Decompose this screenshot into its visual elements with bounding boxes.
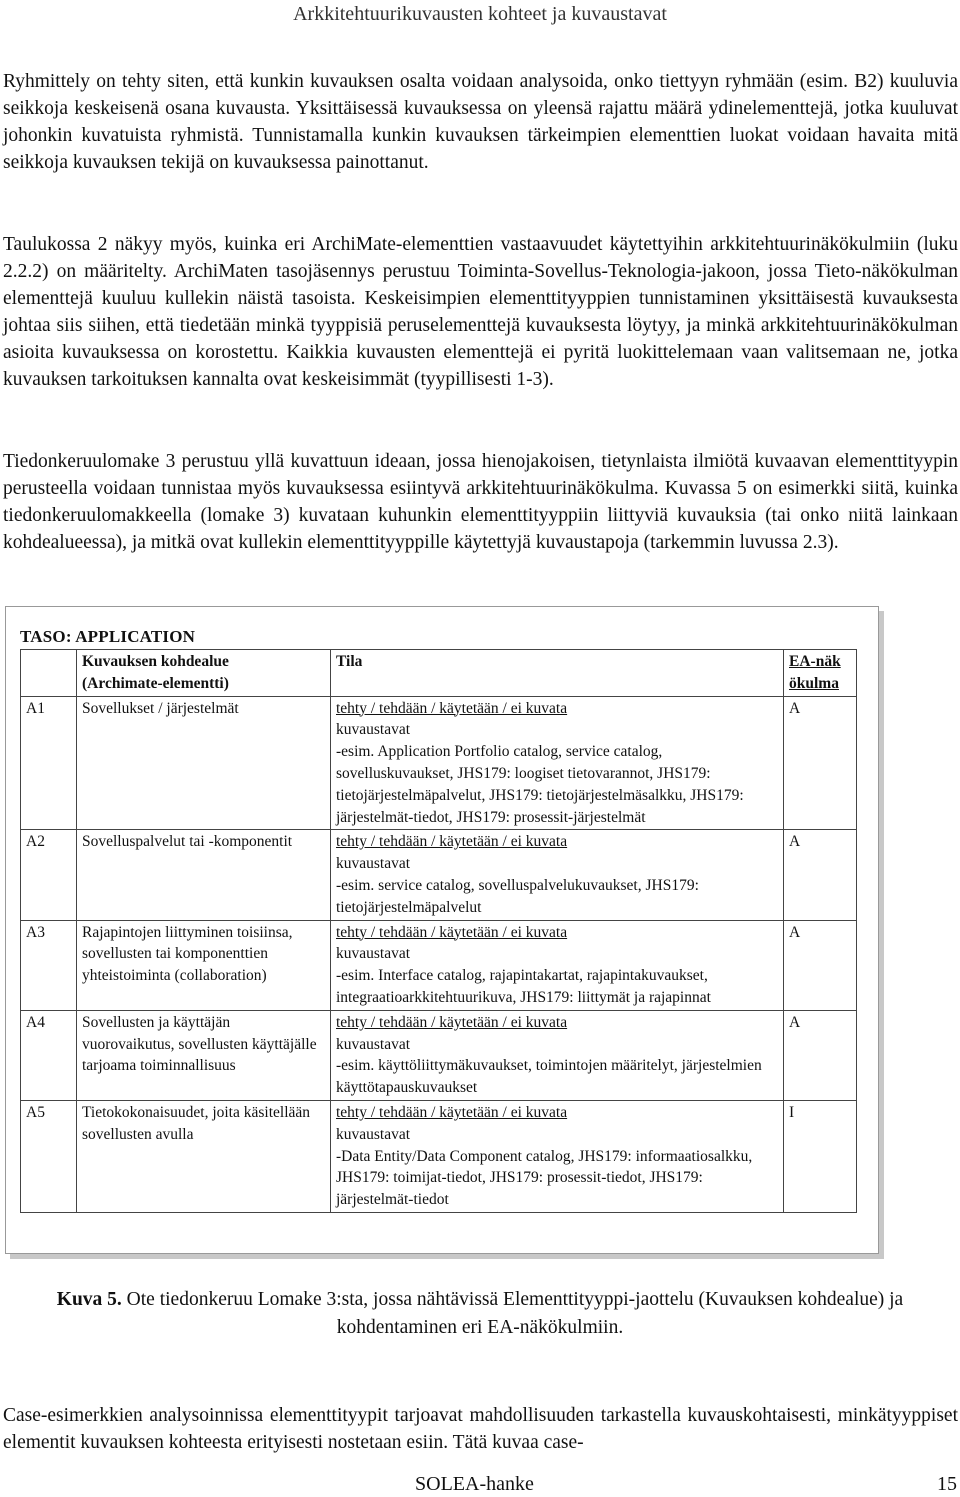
- row-area: Sovelluspalvelut tai -komponentit: [77, 830, 331, 920]
- caption-label: Kuva 5.: [56, 1289, 122, 1310]
- state-options: tehty / tehdään / käytetään / ei kuvata: [336, 923, 568, 941]
- footer-project: SOLEA-hanke: [415, 1473, 534, 1495]
- table-row: [21, 1010, 857, 1100]
- header-ea-cell: [784, 650, 857, 697]
- header-id-cell: [21, 650, 77, 697]
- paragraph-case-examples: Case-esimerkkien analysoinnissa elementtityypit tarjoavat mahdollisuuden tarkastella kuvauskohtaisesti, minkätyyppiset elementit kuvauksen kohteesta erityisesti nostetaan esiin. Tätä kuvaa case-: [3, 1405, 958, 1453]
- row-id: A4: [21, 1010, 77, 1100]
- state-options: tehty / tehdään / käytetään / ei kuvata: [336, 1013, 568, 1031]
- state-options: tehty / tehdään / käytetään / ei kuvata: [336, 833, 568, 851]
- tools-label: kuvaustavat: [336, 945, 411, 963]
- figure-form-excerpt: [5, 606, 879, 1254]
- table-row: [21, 1100, 857, 1212]
- row-id: A2: [21, 830, 77, 920]
- running-header: Arkkitehtuurikuvausten kohteet ja kuvaustavat: [293, 3, 667, 25]
- header-ea-label: EA-näkökulma: [789, 653, 841, 692]
- figure-title: TASO: APPLICATION: [20, 627, 196, 646]
- row-id: A5: [21, 1100, 77, 1212]
- row-state: [331, 920, 784, 1010]
- tools-label: kuvaustavat: [336, 721, 411, 739]
- page-number: 15: [937, 1473, 957, 1495]
- row-area: Rajapintojen liittyminen toisiinsa, sovellusten tai komponenttien yhteistoiminta (collaboration): [77, 920, 331, 1010]
- example-text: -esim. käyttöliittymäkuvaukset, toimintojen määritelyt, järjestelmien käyttötapauskuvaukset: [336, 1057, 762, 1097]
- header-area-sublabel: (Archimate-elementti): [82, 674, 229, 692]
- paragraph-grouping: Ryhmittely on tehty siten, että kunkin kuvauksen osalta voidaan analysoida, onko tiettyyn ryhmään (esim. B2) kuuluvia seikkoja keskeisenä osana kuvausta. Yksittäisessä kuvauksessa on yleensä rajattu määrä ydinelementtejä, jotka kuuluvat johonkin kuvatuista ryhmistä. Tunnistamalla kunkin kuvauksen tärkeimpien elementtien luokat voidaan havaita mitä seikkoja kuvauksen tekijä on kuvauksessa painottanut.: [3, 71, 958, 173]
- table-row: [21, 696, 857, 830]
- example-text: -esim. Interface catalog, rajapintakartat, rajapintakuvaukset, integraatioarkkitehtuurikuva, JHS179: liittymät ja rajapinnat: [336, 967, 711, 1006]
- caption-text: Ote tiedonkeruu Lomake 3:sta, jossa nähtävissä Elementtityyppi-jaottelu (Kuvauksen kohdealue) ja kohdentaminen eri EA-näkökulmiin.: [121, 1289, 904, 1338]
- tools-label: kuvaustavat: [336, 1035, 411, 1053]
- header-area-cell: [77, 650, 331, 697]
- row-ea: A: [784, 920, 857, 1010]
- state-options: tehty / tehdään / käytetään / ei kuvata: [336, 699, 568, 717]
- paragraph-form-3: Tiedonkeruulomake 3 perustuu yllä kuvattuun ideaan, jossa hienojakoisen, tietynlaista ilmiötä kuvaavan elementtityypin perusteella voidaan tunnistaa myös kuvauksessa esiintyvä arkkitehtuurinäkökulma. Kuvassa 5 on esimerkki siitä, kuinka tiedonkeruulomakkeella (lomake 3) kuvataan kuhunkin elementtityyppiin liittyviä kuvauksia (tai onko niitä lainkaan kohdealueessa), ja mitkä ovat kullekin elementtityyppille käytettyjä kuvaustapoja (tarkemmin luvussa 2.3).: [3, 451, 958, 553]
- state-options: tehty / tehdään / käytetään / ei kuvata: [336, 1103, 568, 1121]
- element-type-table: [20, 649, 857, 1213]
- figure-caption: [0, 1286, 960, 1342]
- paragraph-archimate-mapping: Taulukossa 2 näkyy myös, kuinka eri ArchiMate-elementtien vastaavuudet käytettyihin arkkitehtuurinäkökulmiin (luku 2.2.2) on määritelty. ArchiMaten tasojäsennys perustuu Toiminta-Sovellus-Teknologia-jakoon, jossa Tieto-näkökulman elementtejä kuuluu kullekin näistä tasoista. Keskeisimpien elementtityyppien tunnistaminen yksittäisestä kuvauksesta johtaa siis siihen, että tiedetään minkä tyyppisiä peruselementtejä kuvauksesta löytyy, ja minkä arkkitehtuurinäkökulman asioita kuvauksessa on korostettu. Kaikkia kuvausten elementtejä ei pyritä luokittelemaan vaan valitsemaan ne, jotka kuvauksen tarkoituksen kannalta ovat keskeisimmät (tyypillisesti 1-3).: [3, 234, 958, 390]
- row-ea: A: [784, 696, 857, 830]
- tools-label: kuvaustavat: [336, 1125, 411, 1143]
- example-text: -Data Entity/Data Component catalog, JHS179: informaatiosalkku, JHS179: toimijat-tiedot, JHS179: prosessit-tiedot, JHS179: järjestelmät-tiedot: [336, 1147, 753, 1209]
- row-area: Sovellukset / järjestelmät: [77, 696, 331, 830]
- row-ea: A: [784, 830, 857, 920]
- header-area-label: Kuvauksen kohdealue: [82, 653, 229, 670]
- row-state: [331, 1010, 784, 1100]
- row-ea: A: [784, 1010, 857, 1100]
- table-header-row: [21, 650, 857, 697]
- example-text: -esim. Application Portfolio catalog, service catalog, sovelluskuvaukset, JHS179: loogiset tietovarannot, JHS179: tietojärjestelmäpalvelut, JHS179: tietojärjestelmäsalkku, JHS179: järjestelmät-tiedot, JHS179: prosessit-järjestelmät: [336, 743, 744, 826]
- tools-label: kuvaustavat: [336, 855, 411, 873]
- row-id: A3: [21, 920, 77, 1010]
- row-id: A1: [21, 696, 77, 830]
- row-state: [331, 830, 784, 920]
- row-ea: I: [784, 1100, 857, 1212]
- row-state: [331, 1100, 784, 1212]
- table-row: [21, 830, 857, 920]
- example-text: -esim. service catalog, sovelluspalvelukuvaukset, JHS179: tietojärjestelmäpalvelut: [336, 876, 699, 916]
- row-state: [331, 696, 784, 830]
- table-row: [21, 920, 857, 1010]
- row-area: Tietokokonaisuudet, joita käsitellään sovellusten avulla: [77, 1100, 331, 1212]
- header-state-cell: Tila: [331, 650, 784, 697]
- row-area: Sovellusten ja käyttäjän vuorovaikutus, sovellusten käyttäjälle tarjoama toiminnallisuus: [77, 1010, 331, 1100]
